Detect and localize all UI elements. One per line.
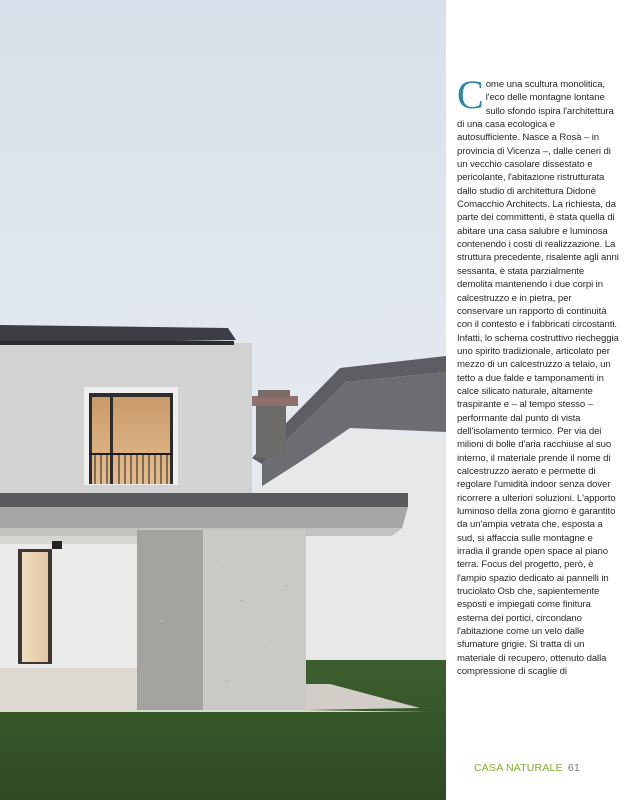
page-number: 61 [567, 762, 580, 774]
article-body: ome una scultura monolitica, l'eco delle montagne lontane sullo sfondo ispira l'architettura di una casa ecologica e autosufficiente. Nasce a Rosà – in provincia di Vicenza –, dalle ceneri di un vecchio casolare dissestato e pericolante, l'abitazione ristrutturata dallo studio di architettura Didonè Comacchio Architects. La richiesta, da parte dei committenti, è stata quella di abitare una casa salubre e luminosa contenendo i costi di realizzazione. La struttura precedente, risalente agli anni sessanta, è stata parzialmente demolita mantenendo i due corpi in calcestruzzo e in pietra, per conservare un rapporto di continuità con il contesto e i fabbricati circostanti. Infatti, lo schema costruttivo riecheggia uno spirito tradizionale, articolato per mezzo di un calcestruzzo a telaio, un tetto a due falde e tamponamenti in calce silicato naturale, altamente traspirante e – al tempo stesso – performante dal punto di vista dell'isolamento termico. Per via dei milioni di bolle d'aria racchiuse al suo interno, il materiale prende il nome di calcestruzzo aerato e permette di regolare l'umidità indoor senza dover ricorrere a ulteriori soluzioni. L'apporto luminoso della zona giorno è garantito da un'ampia vetrata che, esposta a sud, si affaccia sulle montagne e irradia il grande open space al piano terra. Focus del progetto, però, è l'ampio spazio dedicato ai pannelli in truciolato Osb che, sapientemente esposti e impiegati come finitura esterna dei portici, circondano l'abitazione come un velo dalle sfumature grigie. Si tratta di un materiale di recupero, ottenuto dalla compressione di scaglie di [457, 79, 619, 678]
page-footer [474, 762, 580, 774]
article-text [457, 72, 619, 678]
magazine-name: CASA NATURALE [474, 762, 563, 774]
drop-cap: C [457, 72, 484, 117]
